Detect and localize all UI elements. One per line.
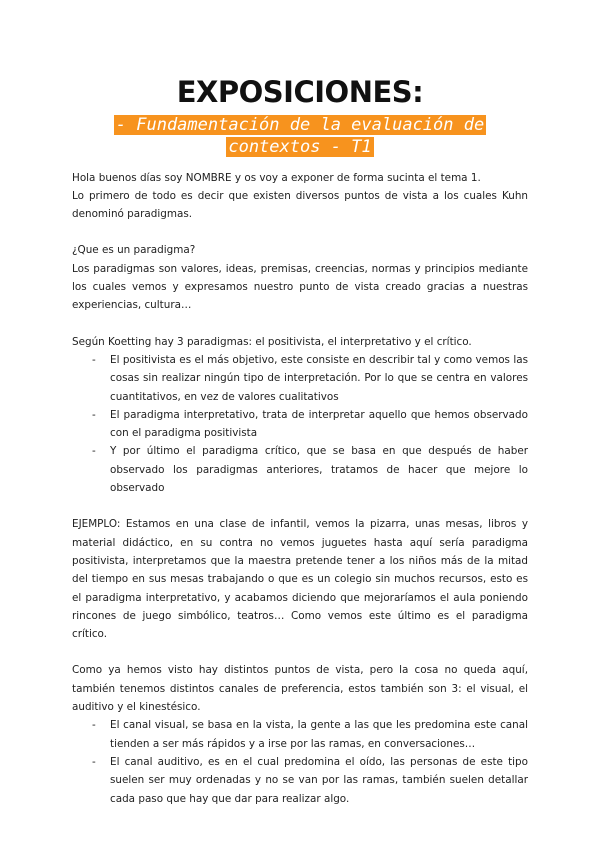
dash-bullet: - [92, 353, 96, 366]
koetting-lead: Según Koetting hay 3 paradigmas: el positivista, el interpretativo y el crítico. [72, 335, 472, 348]
list-item: - El canal visual, se basa en la vista, la gente a las que les predomina este canal tienden a ser más rápidos y a irse por las ramas, en conversaciones… [72, 716, 528, 753]
example-paragraph: EJEMPLO: Estamos en una clase de infantil, vemos la pizarra, unas mesas, libros y material didáctico, en su contra no vemos juguetes hasta aquí sería paradigma positivista, interpretamos que la maestra pretende tener a los niños más de la mitad del tiempo en sus mesas trabajando o que es un colegio sin muchos recursos, esto es el paradigma interpretativo, y acabamos diciendo que mejoraríamos el aula poniendo rincones de juego simbólico, teatros… Como vemos este último es el paradigma crítico. [72, 518, 528, 641]
intro-paragraph-1: Hola buenos días soy NOMBRE y os voy a exponer de forma sucinta el tema 1. [72, 171, 481, 184]
question-heading: ¿Que es un paradigma? [72, 244, 196, 257]
page-title: EXPOSICIONES: [176, 75, 424, 109]
list-item: - Y por último el paradigma crítico, que se basa en que después de haber observado los paradigmas anteriores, tratamos de hacer que mejore lo observado [72, 442, 528, 497]
channels-list [72, 716, 528, 807]
subtitle-block [105, 114, 495, 159]
channels-lead: Como ya hemos visto hay distintos puntos de vista, pero la cosa no queda aquí, también tenemos distintos canales de preferencia, estos también son 3: el visual, el auditivo y el kinestésico. [72, 664, 528, 714]
dash-bullet: - [92, 755, 96, 768]
list-item: - El canal auditivo, es en el cual predomina el oído, las personas de este tipo suelen ser muy ordenadas y no se van por las ramas, también suelen detallar cada paso que hay que dar para realizar algo. [72, 753, 528, 808]
paradigm-list [72, 351, 528, 497]
intro-paragraph-2: Lo primero de todo es decir que existen diversos puntos de vista a los cuales Kuhn denominó paradigmas. [72, 189, 528, 221]
dash-bullet: - [92, 445, 96, 458]
subtitle-highlight: - Fundamentación de la evaluación de contextos - T1 [115, 115, 485, 158]
dash-bullet: - [92, 408, 96, 421]
definition-paragraph: Los paradigmas son valores, ideas, premisas, creencias, normas y principios mediante los cuales vemos y expresamos nuestro punto de vista creado gracias a nuestras experiencias, cultura… [72, 262, 528, 312]
list-item: - El positivista es el más objetivo, este consiste en describir tal y como vemos las cosas sin realizar ningún tipo de interpretación. Por lo que se centra en valores cuantitativos, en vez de valores cualitativos [72, 351, 528, 406]
dash-bullet: - [92, 719, 96, 732]
list-item: - El paradigma interpretativo, trata de interpretar aquello que hemos observado con el paradigma positivista [72, 406, 528, 443]
